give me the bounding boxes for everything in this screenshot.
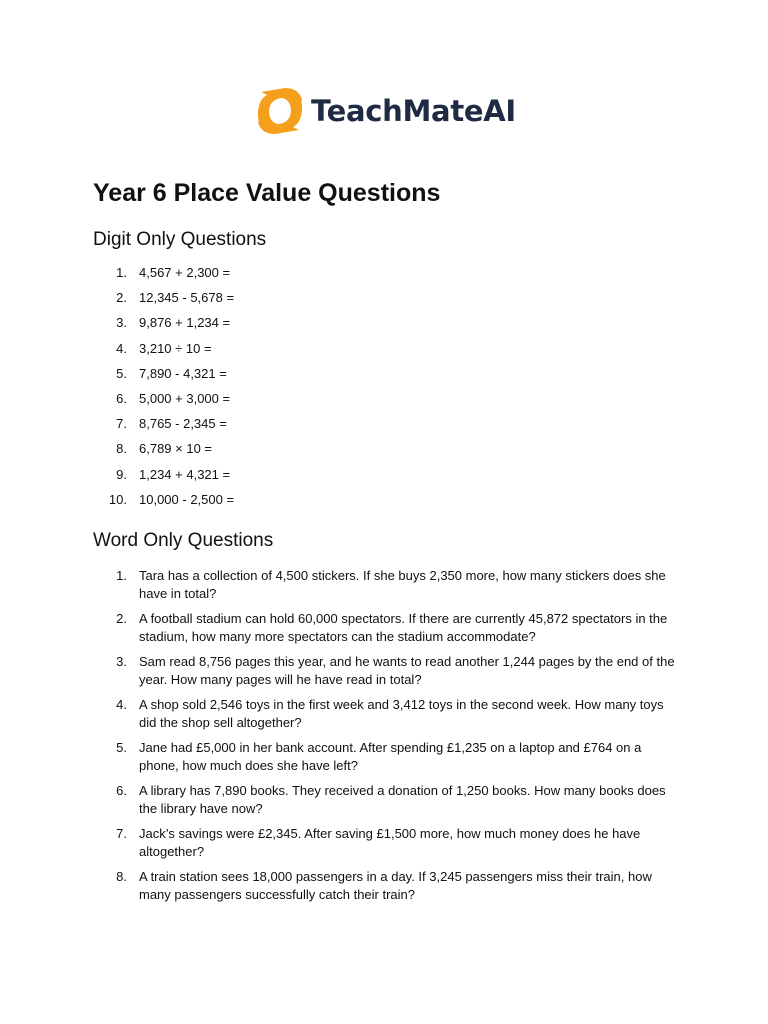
question-number: 1. xyxy=(116,567,127,583)
question-number: 9. xyxy=(116,466,127,482)
question-item xyxy=(93,365,693,390)
question-number: 8. xyxy=(116,868,127,884)
document-title: Year 6 Place Value Questions xyxy=(93,179,441,207)
question-text: Jack’s savings were £2,345. After saving £1,500 more, how much money does he have altogether? xyxy=(139,825,641,859)
question-text: 1,234 + 4,321 = xyxy=(139,466,231,482)
brand-name: TeachMateAI xyxy=(311,93,516,128)
question-text: 10,000 - 2,500 = xyxy=(139,491,235,507)
question-text: A library has 7,890 books. They received a donation of 1,250 books. How many books does the library have now? xyxy=(139,782,666,816)
question-item xyxy=(93,739,679,775)
question-item xyxy=(93,440,693,465)
question-item xyxy=(93,340,693,365)
question-text: 6,789 × 10 = xyxy=(139,441,213,457)
question-text: 8,765 - 2,345 = xyxy=(139,416,227,432)
question-item xyxy=(93,264,693,289)
question-item xyxy=(93,653,679,689)
question-number: 7. xyxy=(116,825,127,841)
question-number: 7. xyxy=(116,416,127,432)
question-text: Tara has a collection of 4,500 stickers. If she buys 2,350 more, how many stickers does she have in total? xyxy=(139,567,666,601)
question-number: 2. xyxy=(116,610,127,626)
question-item xyxy=(93,289,693,314)
question-number: 3. xyxy=(116,315,127,331)
question-number: 5. xyxy=(116,739,127,755)
question-item xyxy=(93,610,679,646)
question-number: 4. xyxy=(116,696,127,712)
question-item xyxy=(93,314,693,339)
question-item xyxy=(93,825,679,861)
question-number: 3. xyxy=(116,653,127,669)
question-number: 2. xyxy=(116,290,127,306)
digit-question-list xyxy=(93,264,693,516)
brand-logo xyxy=(255,86,516,136)
question-item xyxy=(93,491,693,516)
question-number: 6. xyxy=(116,390,127,406)
question-number: 4. xyxy=(116,340,127,356)
question-text: 7,890 - 4,321 = xyxy=(139,365,227,381)
section-heading-word: Word Only Questions xyxy=(93,529,274,551)
question-item xyxy=(93,696,679,732)
question-number: 10. xyxy=(108,491,127,507)
question-number: 5. xyxy=(116,365,127,381)
question-item xyxy=(93,466,693,491)
question-number: 6. xyxy=(116,782,127,798)
question-text: A football stadium can hold 60,000 spectators. If there are currently 45,872 spectators in the stadium, how many more spectators can the stadium accommodate? xyxy=(139,610,668,644)
question-text: Sam read 8,756 pages this year, and he wants to read another 1,244 pages by the end of the year. How many pages will he have read in total? xyxy=(139,653,675,687)
question-item xyxy=(93,567,679,603)
question-number: 1. xyxy=(116,265,127,280)
swirl-logo-icon xyxy=(255,86,305,136)
section-heading-digit: Digit Only Questions xyxy=(93,229,267,250)
word-question-list xyxy=(93,567,693,904)
question-text: A train station sees 18,000 passengers in a day. If 3,245 passengers miss their train, how many passengers successfully catch their train? xyxy=(139,868,652,902)
document-content xyxy=(93,174,693,911)
question-item xyxy=(93,415,693,440)
question-number: 8. xyxy=(116,441,127,457)
question-text: 3,210 ÷ 10 = xyxy=(139,340,212,356)
question-item xyxy=(93,782,679,818)
question-text: 12,345 - 5,678 = xyxy=(139,290,235,306)
question-text: 5,000 + 3,000 = xyxy=(139,390,231,406)
question-text: 4,567 + 2,300 = xyxy=(139,265,231,280)
question-item xyxy=(93,390,693,415)
question-item xyxy=(93,868,679,904)
question-text: A shop sold 2,546 toys in the first week and 3,412 toys in the second week. How many toys did the shop sell altogether? xyxy=(139,696,664,730)
question-text: Jane had £5,000 in her bank account. After spending £1,235 on a laptop and £764 on a phone, how much does she have left? xyxy=(139,739,642,773)
question-text: 9,876 + 1,234 = xyxy=(139,315,231,331)
